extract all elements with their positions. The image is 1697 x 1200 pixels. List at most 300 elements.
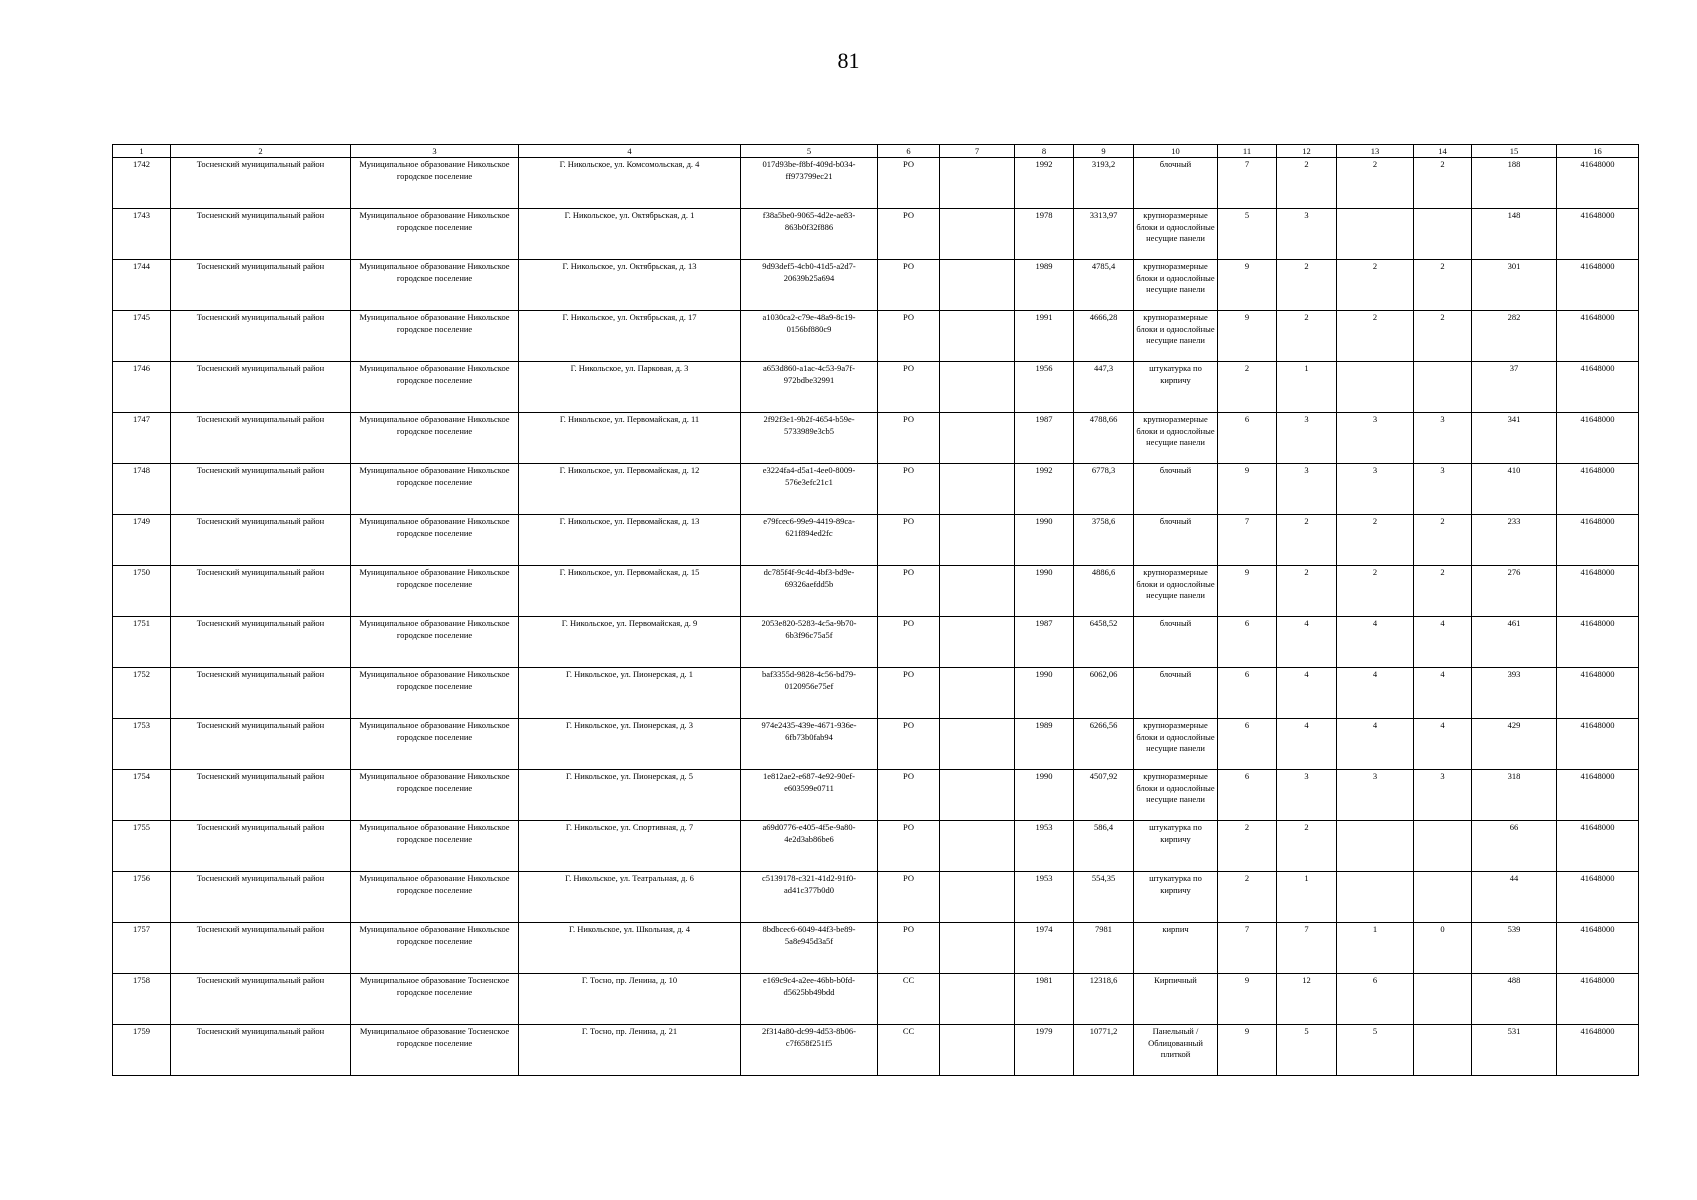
table-cell-col-12: 2 <box>1277 821 1337 872</box>
table-cell-col-14: 2 <box>1414 311 1472 362</box>
table-cell-col-6: РО <box>878 362 940 413</box>
table-cell-col-15: 188 <box>1472 158 1557 209</box>
table-row <box>113 209 1639 260</box>
table-cell-col-1: 1756 <box>113 872 171 923</box>
table-cell-col-5: 1e812ae2-e687-4e92-90ef-e603599e0711 <box>741 770 878 821</box>
table-cell-col-1: 1757 <box>113 923 171 974</box>
table-cell-col-6: РО <box>878 770 940 821</box>
column-header-11: 11 <box>1218 145 1277 158</box>
table-cell-col-9: 586,4 <box>1074 821 1134 872</box>
table-cell-col-6: РО <box>878 260 940 311</box>
column-header-10: 10 <box>1134 145 1218 158</box>
table-cell-col-4: Г. Никольское, ул. Первомайская, д. 11 <box>519 413 741 464</box>
table-cell-col-14: 4 <box>1414 617 1472 668</box>
table-cell-col-11: 7 <box>1218 158 1277 209</box>
table-cell-col-11: 6 <box>1218 668 1277 719</box>
table-cell-col-12: 3 <box>1277 209 1337 260</box>
table-row <box>113 770 1639 821</box>
table-cell-col-3: Муниципальное образование Никольское городское поселение <box>351 464 519 515</box>
table-cell-col-10: крупноразмерные блоки и однослойные несущие панели <box>1134 311 1218 362</box>
table-cell-col-16: 41648000 <box>1557 668 1639 719</box>
table-cell-col-4: Г. Никольское, ул. Октябрьская, д. 1 <box>519 209 741 260</box>
column-header-8: 8 <box>1015 145 1074 158</box>
table-cell-col-3: Муниципальное образование Никольское городское поселение <box>351 770 519 821</box>
table-cell-col-10: крупноразмерные блоки и однослойные несущие панели <box>1134 260 1218 311</box>
table-cell-col-2: Тосненский муниципальный район <box>171 209 351 260</box>
column-header-16: 16 <box>1557 145 1639 158</box>
table-cell-col-9: 554,35 <box>1074 872 1134 923</box>
table-row <box>113 872 1639 923</box>
table-cell-col-8: 1990 <box>1015 668 1074 719</box>
table-cell-col-12: 3 <box>1277 464 1337 515</box>
table-cell-col-10: крупноразмерные блоки и однослойные несущие панели <box>1134 770 1218 821</box>
table-cell-col-14 <box>1414 974 1472 1025</box>
column-number-header-row <box>113 145 1639 158</box>
column-header-1: 1 <box>113 145 171 158</box>
table-cell-col-13: 2 <box>1337 566 1414 617</box>
table-cell-col-14: 4 <box>1414 668 1472 719</box>
table-cell-col-7 <box>940 515 1015 566</box>
table-cell-col-7 <box>940 311 1015 362</box>
table-cell-col-4: Г. Никольское, ул. Комсомольская, д. 4 <box>519 158 741 209</box>
table-cell-col-8: 1978 <box>1015 209 1074 260</box>
table-cell-col-16: 41648000 <box>1557 464 1639 515</box>
table-cell-col-7 <box>940 362 1015 413</box>
table-cell-col-4: Г. Никольское, ул. Пионерская, д. 3 <box>519 719 741 770</box>
table-cell-col-6: РО <box>878 566 940 617</box>
column-header-6: 6 <box>878 145 940 158</box>
table-cell-col-6: РО <box>878 464 940 515</box>
table-cell-col-10: блочный <box>1134 158 1218 209</box>
table-cell-col-7 <box>940 821 1015 872</box>
table-cell-col-13 <box>1337 872 1414 923</box>
table-cell-col-13: 3 <box>1337 413 1414 464</box>
table-cell-col-9: 4785,4 <box>1074 260 1134 311</box>
table-cell-col-12: 2 <box>1277 260 1337 311</box>
table-cell-col-9: 3758,6 <box>1074 515 1134 566</box>
table-cell-col-12: 1 <box>1277 362 1337 413</box>
table-cell-col-15: 318 <box>1472 770 1557 821</box>
table-cell-col-4: Г. Никольское, ул. Спортивная, д. 7 <box>519 821 741 872</box>
table-cell-col-7 <box>940 566 1015 617</box>
table-cell-col-9: 4666,28 <box>1074 311 1134 362</box>
table-row <box>113 1025 1639 1076</box>
table-cell-col-2: Тосненский муниципальный район <box>171 668 351 719</box>
table-cell-col-7 <box>940 464 1015 515</box>
table-cell-col-8: 1992 <box>1015 158 1074 209</box>
table-cell-col-6: РО <box>878 821 940 872</box>
table-cell-col-7 <box>940 1025 1015 1076</box>
table-cell-col-16: 41648000 <box>1557 974 1639 1025</box>
table-cell-col-4: Г. Никольское, ул. Октябрьская, д. 13 <box>519 260 741 311</box>
table-cell-col-9: 3313,97 <box>1074 209 1134 260</box>
table-cell-col-7 <box>940 974 1015 1025</box>
table-cell-col-2: Тосненский муниципальный район <box>171 158 351 209</box>
table-cell-col-8: 1989 <box>1015 260 1074 311</box>
table-cell-col-9: 6266,56 <box>1074 719 1134 770</box>
table-cell-col-12: 3 <box>1277 413 1337 464</box>
table-cell-col-2: Тосненский муниципальный район <box>171 464 351 515</box>
table-cell-col-15: 393 <box>1472 668 1557 719</box>
table-cell-col-6: РО <box>878 413 940 464</box>
table-cell-col-16: 41648000 <box>1557 923 1639 974</box>
table-cell-col-8: 1990 <box>1015 566 1074 617</box>
table-cell-col-12: 4 <box>1277 617 1337 668</box>
table-cell-col-15: 410 <box>1472 464 1557 515</box>
table-cell-col-2: Тосненский муниципальный район <box>171 311 351 362</box>
table-row <box>113 311 1639 362</box>
table-cell-col-15: 341 <box>1472 413 1557 464</box>
table-cell-col-1: 1743 <box>113 209 171 260</box>
table-cell-col-3: Муниципальное образование Никольское городское поселение <box>351 311 519 362</box>
table-cell-col-2: Тосненский муниципальный район <box>171 872 351 923</box>
table-cell-col-11: 7 <box>1218 515 1277 566</box>
column-header-3: 3 <box>351 145 519 158</box>
table-cell-col-2: Тосненский муниципальный район <box>171 1025 351 1076</box>
table-cell-col-13: 3 <box>1337 770 1414 821</box>
table-cell-col-6: РО <box>878 719 940 770</box>
table-cell-col-7 <box>940 872 1015 923</box>
table-cell-col-6: РО <box>878 872 940 923</box>
table-cell-col-3: Муниципальное образование Никольское городское поселение <box>351 821 519 872</box>
table-cell-col-15: 44 <box>1472 872 1557 923</box>
table-cell-col-1: 1753 <box>113 719 171 770</box>
table-cell-col-11: 5 <box>1218 209 1277 260</box>
table-cell-col-15: 488 <box>1472 974 1557 1025</box>
table-cell-col-13 <box>1337 821 1414 872</box>
table-cell-col-5: 2f314a80-dc99-4d53-8b06-c7f658f251f5 <box>741 1025 878 1076</box>
table-cell-col-1: 1755 <box>113 821 171 872</box>
table-cell-col-12: 5 <box>1277 1025 1337 1076</box>
housing-registry-table <box>112 144 1639 1076</box>
table-cell-col-13: 2 <box>1337 311 1414 362</box>
table-cell-col-14: 0 <box>1414 923 1472 974</box>
table-cell-col-16: 41648000 <box>1557 311 1639 362</box>
table-cell-col-9: 4507,92 <box>1074 770 1134 821</box>
table-cell-col-8: 1956 <box>1015 362 1074 413</box>
table-cell-col-5: a69d0776-e405-4f5e-9a80-4e2d3ab86be6 <box>741 821 878 872</box>
table-cell-col-14: 2 <box>1414 515 1472 566</box>
table-cell-col-7 <box>940 209 1015 260</box>
table-cell-col-8: 1953 <box>1015 821 1074 872</box>
table-cell-col-3: Муниципальное образование Никольское городское поселение <box>351 668 519 719</box>
table-cell-col-16: 41648000 <box>1557 821 1639 872</box>
column-header-9: 9 <box>1074 145 1134 158</box>
table-cell-col-14: 2 <box>1414 566 1472 617</box>
table-cell-col-4: Г. Никольское, ул. Пионерская, д. 1 <box>519 668 741 719</box>
table-cell-col-9: 10771,2 <box>1074 1025 1134 1076</box>
table-cell-col-5: e3224fa4-d5a1-4ee0-8009-576e3efc21c1 <box>741 464 878 515</box>
table-cell-col-11: 6 <box>1218 413 1277 464</box>
table-cell-col-16: 41648000 <box>1557 362 1639 413</box>
table-row <box>113 617 1639 668</box>
table-cell-col-9: 3193,2 <box>1074 158 1134 209</box>
table-cell-col-8: 1987 <box>1015 617 1074 668</box>
table-cell-col-2: Тосненский муниципальный район <box>171 974 351 1025</box>
table-cell-col-14 <box>1414 821 1472 872</box>
table-cell-col-4: Г. Тосно, пр. Ленина, д. 21 <box>519 1025 741 1076</box>
table-cell-col-5: 2053e820-5283-4c5a-9b70-6b3f96c75a5f <box>741 617 878 668</box>
table-cell-col-11: 9 <box>1218 974 1277 1025</box>
table-cell-col-1: 1752 <box>113 668 171 719</box>
table-cell-col-10: Кирпичный <box>1134 974 1218 1025</box>
table-cell-col-13: 2 <box>1337 515 1414 566</box>
table-cell-col-4: Г. Никольское, ул. Первомайская, д. 12 <box>519 464 741 515</box>
table-cell-col-14: 2 <box>1414 260 1472 311</box>
table-cell-col-10: штукатурка по кирпичу <box>1134 821 1218 872</box>
table-row <box>113 821 1639 872</box>
table-cell-col-8: 1987 <box>1015 413 1074 464</box>
table-cell-col-4: Г. Никольское, ул. Пионерская, д. 5 <box>519 770 741 821</box>
table-cell-col-4: Г. Никольское, ул. Школьная, д. 4 <box>519 923 741 974</box>
table-cell-col-6: РО <box>878 617 940 668</box>
table-cell-col-12: 3 <box>1277 770 1337 821</box>
table-cell-col-15: 37 <box>1472 362 1557 413</box>
table-cell-col-3: Муниципальное образование Тосненское городское поселение <box>351 974 519 1025</box>
table-cell-col-9: 12318,6 <box>1074 974 1134 1025</box>
table-cell-col-3: Муниципальное образование Никольское городское поселение <box>351 719 519 770</box>
table-cell-col-11: 6 <box>1218 617 1277 668</box>
table-cell-col-3: Муниципальное образование Никольское городское поселение <box>351 515 519 566</box>
table-cell-col-12: 4 <box>1277 668 1337 719</box>
table-row <box>113 923 1639 974</box>
table-row <box>113 464 1639 515</box>
table-cell-col-16: 41648000 <box>1557 1025 1639 1076</box>
table-cell-col-13: 6 <box>1337 974 1414 1025</box>
table-cell-col-2: Тосненский муниципальный район <box>171 821 351 872</box>
table-cell-col-12: 2 <box>1277 515 1337 566</box>
table-cell-col-1: 1745 <box>113 311 171 362</box>
table-row <box>113 974 1639 1025</box>
table-cell-col-8: 1990 <box>1015 770 1074 821</box>
column-header-13: 13 <box>1337 145 1414 158</box>
table-cell-col-4: Г. Тосно, пр. Ленина, д. 10 <box>519 974 741 1025</box>
table-cell-col-11: 7 <box>1218 923 1277 974</box>
table-cell-col-1: 1746 <box>113 362 171 413</box>
table-cell-col-11: 9 <box>1218 311 1277 362</box>
table-cell-col-10: крупноразмерные блоки и однослойные несущие панели <box>1134 566 1218 617</box>
table-cell-col-4: Г. Никольское, ул. Парковая, д. 3 <box>519 362 741 413</box>
table-cell-col-6: СС <box>878 1025 940 1076</box>
table-cell-col-1: 1751 <box>113 617 171 668</box>
table-cell-col-11: 9 <box>1218 260 1277 311</box>
table-cell-col-5: a1030ca2-c79e-48a9-8c19-0156bf880c9 <box>741 311 878 362</box>
table-cell-col-13: 3 <box>1337 464 1414 515</box>
table-cell-col-14 <box>1414 872 1472 923</box>
table-cell-col-6: РО <box>878 209 940 260</box>
table-cell-col-6: РО <box>878 668 940 719</box>
table-cell-col-11: 2 <box>1218 362 1277 413</box>
table-row <box>113 719 1639 770</box>
table-cell-col-1: 1748 <box>113 464 171 515</box>
table-cell-col-5: 2f92f3e1-9b2f-4654-b59e-5733989e3cb5 <box>741 413 878 464</box>
column-header-14: 14 <box>1414 145 1472 158</box>
table-cell-col-4: Г. Никольское, ул. Первомайская, д. 13 <box>519 515 741 566</box>
table-cell-col-5: 974e2435-439e-4671-936e-6fb73b0fab94 <box>741 719 878 770</box>
table-cell-col-7 <box>940 719 1015 770</box>
table-row <box>113 566 1639 617</box>
table-cell-col-13 <box>1337 362 1414 413</box>
table-cell-col-16: 41648000 <box>1557 872 1639 923</box>
table-cell-col-8: 1981 <box>1015 974 1074 1025</box>
table-cell-col-3: Муниципальное образование Никольское городское поселение <box>351 566 519 617</box>
table-cell-col-9: 4788,66 <box>1074 413 1134 464</box>
table-cell-col-5: 017d93be-f8bf-409d-b034-ff973799ec21 <box>741 158 878 209</box>
column-header-4: 4 <box>519 145 741 158</box>
table-cell-col-10: блочный <box>1134 668 1218 719</box>
table-cell-col-8: 1953 <box>1015 872 1074 923</box>
table-cell-col-6: РО <box>878 923 940 974</box>
column-header-5: 5 <box>741 145 878 158</box>
table-cell-col-8: 1979 <box>1015 1025 1074 1076</box>
table-cell-col-1: 1754 <box>113 770 171 821</box>
table-row <box>113 362 1639 413</box>
table-cell-col-11: 6 <box>1218 719 1277 770</box>
table-cell-col-3: Муниципальное образование Никольское городское поселение <box>351 260 519 311</box>
table-cell-col-2: Тосненский муниципальный район <box>171 515 351 566</box>
table-cell-col-9: 7981 <box>1074 923 1134 974</box>
table-cell-col-13: 4 <box>1337 617 1414 668</box>
table-cell-col-7 <box>940 158 1015 209</box>
table-cell-col-3: Муниципальное образование Никольское городское поселение <box>351 617 519 668</box>
table-cell-col-5: dc785f4f-9c4d-4bf3-bd9e-69326aefdd5b <box>741 566 878 617</box>
table-cell-col-1: 1750 <box>113 566 171 617</box>
table-cell-col-14: 3 <box>1414 464 1472 515</box>
table-cell-col-8: 1974 <box>1015 923 1074 974</box>
table-cell-col-11: 9 <box>1218 566 1277 617</box>
table-cell-col-15: 282 <box>1472 311 1557 362</box>
table-cell-col-2: Тосненский муниципальный район <box>171 413 351 464</box>
table-cell-col-10: кирпич <box>1134 923 1218 974</box>
table-cell-col-16: 41648000 <box>1557 413 1639 464</box>
table-cell-col-2: Тосненский муниципальный район <box>171 719 351 770</box>
table-cell-col-10: крупноразмерные блоки и однослойные несущие панели <box>1134 209 1218 260</box>
table-cell-col-5: 8bdbcec6-6049-44f3-be89-5a8e945d3a5f <box>741 923 878 974</box>
table-cell-col-13: 5 <box>1337 1025 1414 1076</box>
table-cell-col-3: Муниципальное образование Никольское городское поселение <box>351 923 519 974</box>
table-cell-col-9: 6778,3 <box>1074 464 1134 515</box>
table-cell-col-3: Муниципальное образование Никольское городское поселение <box>351 362 519 413</box>
table-cell-col-5: c5139178-c321-41d2-91f0-ad41c377b0d0 <box>741 872 878 923</box>
table-cell-col-16: 41648000 <box>1557 515 1639 566</box>
table-row <box>113 260 1639 311</box>
table-cell-col-1: 1744 <box>113 260 171 311</box>
table-cell-col-3: Муниципальное образование Тосненское городское поселение <box>351 1025 519 1076</box>
table-cell-col-4: Г. Никольское, ул. Первомайская, д. 9 <box>519 617 741 668</box>
table-row <box>113 515 1639 566</box>
table-cell-col-10: крупноразмерные блоки и однослойные несущие панели <box>1134 719 1218 770</box>
table-cell-col-7 <box>940 923 1015 974</box>
table-cell-col-12: 12 <box>1277 974 1337 1025</box>
table-cell-col-3: Муниципальное образование Никольское городское поселение <box>351 413 519 464</box>
table-cell-col-7 <box>940 260 1015 311</box>
table-cell-col-1: 1758 <box>113 974 171 1025</box>
column-header-15: 15 <box>1472 145 1557 158</box>
table-cell-col-13: 2 <box>1337 260 1414 311</box>
table-cell-col-12: 1 <box>1277 872 1337 923</box>
table-cell-col-4: Г. Никольское, ул. Театральная, д. 6 <box>519 872 741 923</box>
table-cell-col-10: штукатурка по кирпичу <box>1134 872 1218 923</box>
table-cell-col-16: 41648000 <box>1557 209 1639 260</box>
table-cell-col-11: 9 <box>1218 1025 1277 1076</box>
table-cell-col-15: 531 <box>1472 1025 1557 1076</box>
table-cell-col-4: Г. Никольское, ул. Октябрьская, д. 17 <box>519 311 741 362</box>
table-cell-col-9: 6458,52 <box>1074 617 1134 668</box>
table-cell-col-12: 4 <box>1277 719 1337 770</box>
table-cell-col-6: РО <box>878 515 940 566</box>
table-cell-col-2: Тосненский муниципальный район <box>171 260 351 311</box>
table-cell-col-12: 2 <box>1277 566 1337 617</box>
table-cell-col-13 <box>1337 209 1414 260</box>
table-cell-col-15: 539 <box>1472 923 1557 974</box>
table-cell-col-15: 461 <box>1472 617 1557 668</box>
table-cell-col-16: 41648000 <box>1557 617 1639 668</box>
table-cell-col-5: e79fcec6-99e9-4419-89ca-621f894ed2fc <box>741 515 878 566</box>
table-body <box>113 158 1639 1076</box>
table-cell-col-14 <box>1414 362 1472 413</box>
table-cell-col-11: 9 <box>1218 464 1277 515</box>
table-cell-col-10: блочный <box>1134 464 1218 515</box>
table-cell-col-9: 6062,06 <box>1074 668 1134 719</box>
table-cell-col-5: 9d93def5-4cb0-41d5-a2d7-20639b25a694 <box>741 260 878 311</box>
table-cell-col-10: Панельный / Облицованный плиткой <box>1134 1025 1218 1076</box>
table-cell-col-3: Муниципальное образование Никольское городское поселение <box>351 209 519 260</box>
table-cell-col-5: e169c9c4-a2ee-46bb-b0fd-d5625bb49bdd <box>741 974 878 1025</box>
table-cell-col-12: 2 <box>1277 311 1337 362</box>
table-cell-col-5: baf3355d-9828-4c56-bd79-0120956e75ef <box>741 668 878 719</box>
table-row <box>113 158 1639 209</box>
table-cell-col-2: Тосненский муниципальный район <box>171 770 351 821</box>
table-cell-col-8: 1991 <box>1015 311 1074 362</box>
table-cell-col-16: 41648000 <box>1557 566 1639 617</box>
table-cell-col-6: РО <box>878 311 940 362</box>
table-cell-col-16: 41648000 <box>1557 158 1639 209</box>
table-cell-col-7 <box>940 413 1015 464</box>
table-cell-col-16: 41648000 <box>1557 260 1639 311</box>
table-cell-col-7 <box>940 617 1015 668</box>
table-cell-col-2: Тосненский муниципальный район <box>171 566 351 617</box>
table-cell-col-5: f38a5be0-9065-4d2e-ae83-863b0f32f886 <box>741 209 878 260</box>
column-header-7: 7 <box>940 145 1015 158</box>
table-cell-col-1: 1749 <box>113 515 171 566</box>
table-cell-col-14: 2 <box>1414 158 1472 209</box>
table-cell-col-11: 2 <box>1218 872 1277 923</box>
table-cell-col-1: 1742 <box>113 158 171 209</box>
table-row <box>113 668 1639 719</box>
table-cell-col-7 <box>940 770 1015 821</box>
table-cell-col-3: Муниципальное образование Никольское городское поселение <box>351 872 519 923</box>
table-cell-col-14 <box>1414 1025 1472 1076</box>
table-cell-col-15: 148 <box>1472 209 1557 260</box>
table-cell-col-15: 66 <box>1472 821 1557 872</box>
table-cell-col-2: Тосненский муниципальный район <box>171 617 351 668</box>
table-cell-col-9: 4886,6 <box>1074 566 1134 617</box>
table-cell-col-13: 2 <box>1337 158 1414 209</box>
table-cell-col-15: 429 <box>1472 719 1557 770</box>
table-cell-col-14: 3 <box>1414 413 1472 464</box>
table-cell-col-13: 1 <box>1337 923 1414 974</box>
table-cell-col-16: 41648000 <box>1557 770 1639 821</box>
table-cell-col-10: блочный <box>1134 515 1218 566</box>
table-cell-col-11: 2 <box>1218 821 1277 872</box>
table-cell-col-4: Г. Никольское, ул. Первомайская, д. 15 <box>519 566 741 617</box>
table-cell-col-6: РО <box>878 158 940 209</box>
table-cell-col-12: 2 <box>1277 158 1337 209</box>
table-cell-col-8: 1992 <box>1015 464 1074 515</box>
table-cell-col-5: a653d860-a1ac-4c53-9a7f-972bdbe32991 <box>741 362 878 413</box>
table-cell-col-2: Тосненский муниципальный район <box>171 923 351 974</box>
table-cell-col-8: 1990 <box>1015 515 1074 566</box>
